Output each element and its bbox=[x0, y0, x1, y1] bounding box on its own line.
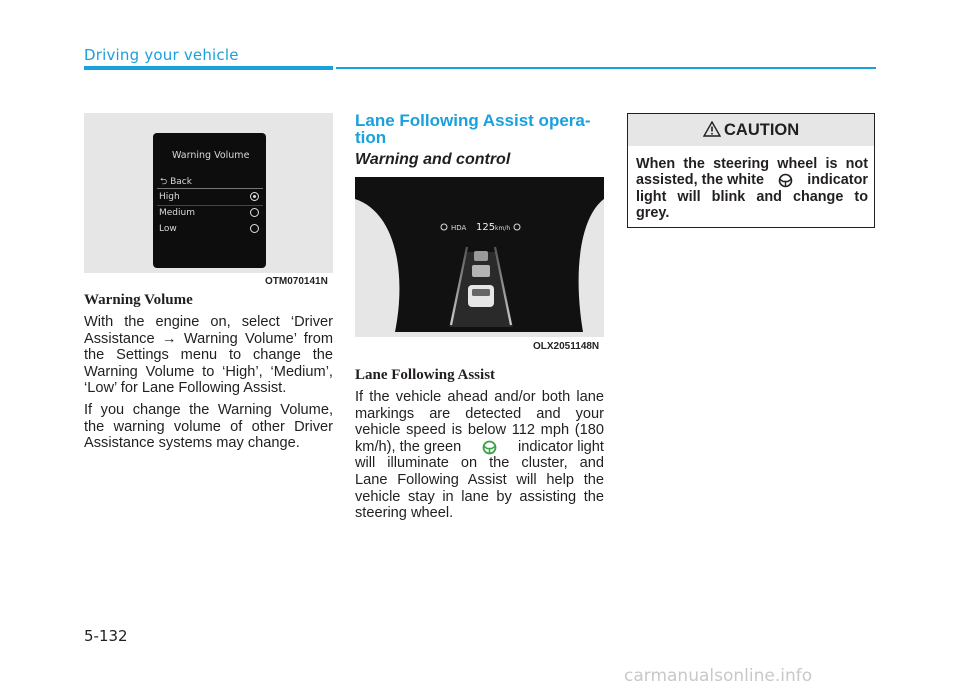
option-low: Low bbox=[159, 224, 177, 234]
text-line: If the vehicle ahead and/or both lane bbox=[355, 389, 604, 405]
section-title-line1: Lane Following Assist opera- bbox=[355, 111, 591, 130]
text-line bbox=[355, 439, 604, 456]
text-line: vehicle speed is below 112 mph (180 bbox=[355, 422, 604, 439]
cluster-screen bbox=[153, 133, 266, 268]
hda-label: HDA bbox=[451, 224, 467, 232]
cluster-unit: km/h bbox=[495, 225, 511, 232]
text-fragment: indicator light bbox=[517, 438, 604, 455]
car-ahead-icon bbox=[474, 251, 488, 261]
caution-text bbox=[636, 156, 868, 222]
header-rule-thick bbox=[84, 66, 333, 70]
figure-caption: OLX2051148N bbox=[533, 341, 600, 352]
white-steering-indicator-icon bbox=[778, 173, 793, 188]
text-fragment: indicator bbox=[807, 172, 868, 189]
screen-title: Warning Volume bbox=[172, 150, 250, 161]
text-fragment: assisted, the white bbox=[636, 172, 764, 189]
car-ahead-icon bbox=[472, 265, 490, 277]
paragraph-warning-volume-2: If you change the Warning Volume, the warning volume of other Driver Assistance systems may change. bbox=[84, 402, 333, 452]
text-line bbox=[636, 172, 868, 188]
green-steering-indicator-icon bbox=[482, 440, 497, 455]
screen-divider-2 bbox=[157, 205, 263, 206]
section-title-line2: tion bbox=[355, 128, 387, 147]
warning-triangle-icon bbox=[703, 121, 721, 137]
page-number: 5-132 bbox=[84, 627, 128, 645]
figure-caption: OTM070141N bbox=[265, 276, 328, 287]
text-fragment: km/h), the green bbox=[355, 438, 462, 455]
cluster-speed: 125 bbox=[476, 222, 496, 233]
text-line: vehicle stay in lane by assisting the bbox=[355, 488, 604, 505]
text-line: When the steering wheel is not bbox=[636, 156, 868, 172]
text-line: will illuminate on the cluster, and bbox=[355, 455, 604, 472]
cluster-illustration bbox=[355, 177, 604, 337]
radio-unselected-icon bbox=[250, 224, 259, 233]
watermark: carmanualsonline.info bbox=[624, 666, 813, 686]
text-line: grey. bbox=[636, 205, 670, 222]
radio-unselected-icon bbox=[250, 208, 259, 217]
radio-selected-icon bbox=[250, 192, 259, 201]
caution-header bbox=[628, 114, 874, 146]
back-label: Back bbox=[170, 177, 192, 187]
ego-car-window bbox=[472, 289, 490, 296]
text-line: steering wheel. bbox=[355, 505, 454, 522]
caution-title: CAUTION bbox=[724, 121, 800, 139]
subtitle-warning-control: Warning and control bbox=[355, 151, 511, 168]
text-line: Lane Following Assist will help the bbox=[355, 471, 604, 488]
figure-cluster bbox=[355, 177, 604, 337]
figure-warning-volume bbox=[84, 113, 333, 273]
section-header: Driving your vehicle bbox=[84, 46, 239, 64]
heading-lane-following-assist: Lane Following Assist bbox=[355, 367, 496, 383]
option-high: High bbox=[159, 192, 180, 202]
back-arrow-icon: ⮌ bbox=[160, 177, 168, 187]
screen-divider bbox=[157, 188, 263, 189]
option-medium: Medium bbox=[159, 208, 195, 218]
caution-box bbox=[627, 113, 875, 228]
text-line: light will blink and change to bbox=[636, 188, 868, 205]
header-rule-thin bbox=[336, 67, 876, 69]
paragraph-warning-volume-1: With the engine on, select ‘Driver Assistance → Warning Volume’ from the Settings menu to change the Warning Volume to ‘High’, ‘Medium’, ‘Low’ for Lane Following Assist. bbox=[84, 314, 333, 397]
heading-warning-volume: Warning Volume bbox=[84, 292, 193, 308]
paragraph-lane-following-assist bbox=[355, 389, 604, 522]
text-line: markings are detected and your bbox=[355, 405, 604, 422]
